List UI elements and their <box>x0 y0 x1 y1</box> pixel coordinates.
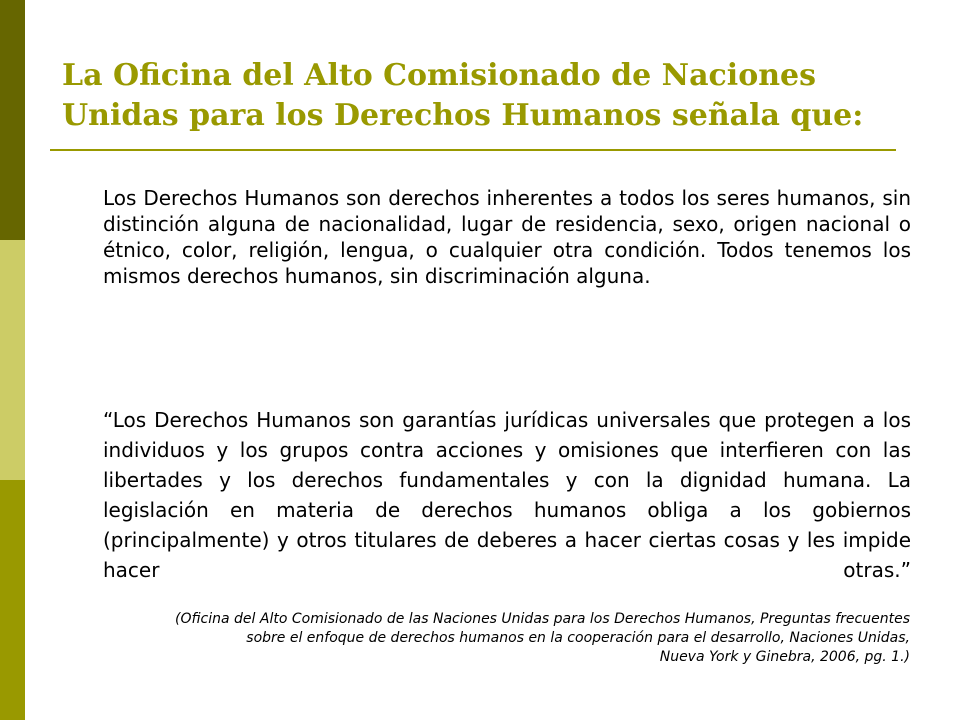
slide-title-line-2: Unidas para los Derechos Humanos señala que: <box>62 98 864 133</box>
slide-title <box>62 56 902 136</box>
sidebar-segment-middle <box>0 240 25 480</box>
citation-line-3: Nueva York y Ginebra, 2006, pg. 1.) <box>659 649 910 665</box>
sidebar-segment-bottom <box>0 480 25 720</box>
citation <box>60 610 910 667</box>
paragraph-quote: “Los Derechos Humanos son garantías jurídicas universales que protegen a los individuos y los grupos contra acciones y omisiones que interfieren con las libertades y los derechos fundamentales y con la dignidad humana. La legislación en materia de derechos humanos obliga a los gobiernos (principalmente) y otros titulares de deberes a hacer ciertas cosas y les impide hacer otras.” <box>103 408 911 582</box>
citation-line-1: (Oficina del Alto Comisionado de las Naciones Unidas para los Derechos Humanos, Preguntas frecuentes <box>175 611 910 627</box>
decorative-sidebar <box>0 0 25 720</box>
paragraph-definition: Los Derechos Humanos son derechos inherentes a todos los seres humanos, sin distinción alguna de nacionalidad, lugar de residencia, sexo, origen nacional o étnico, color, religión, lengua, o cualquier otra condición. Todos tenemos los mismos derechos humanos, sin discriminación alguna. <box>103 186 911 288</box>
slide-title-line-1: La Oficina del Alto Comisionado de Naciones <box>62 58 816 93</box>
sidebar-segment-top <box>0 0 25 240</box>
title-underline-rule <box>50 149 896 151</box>
citation-line-2: sobre el enfoque de derechos humanos en la cooperación para el desarrollo, Naciones Unidas, <box>246 630 910 646</box>
